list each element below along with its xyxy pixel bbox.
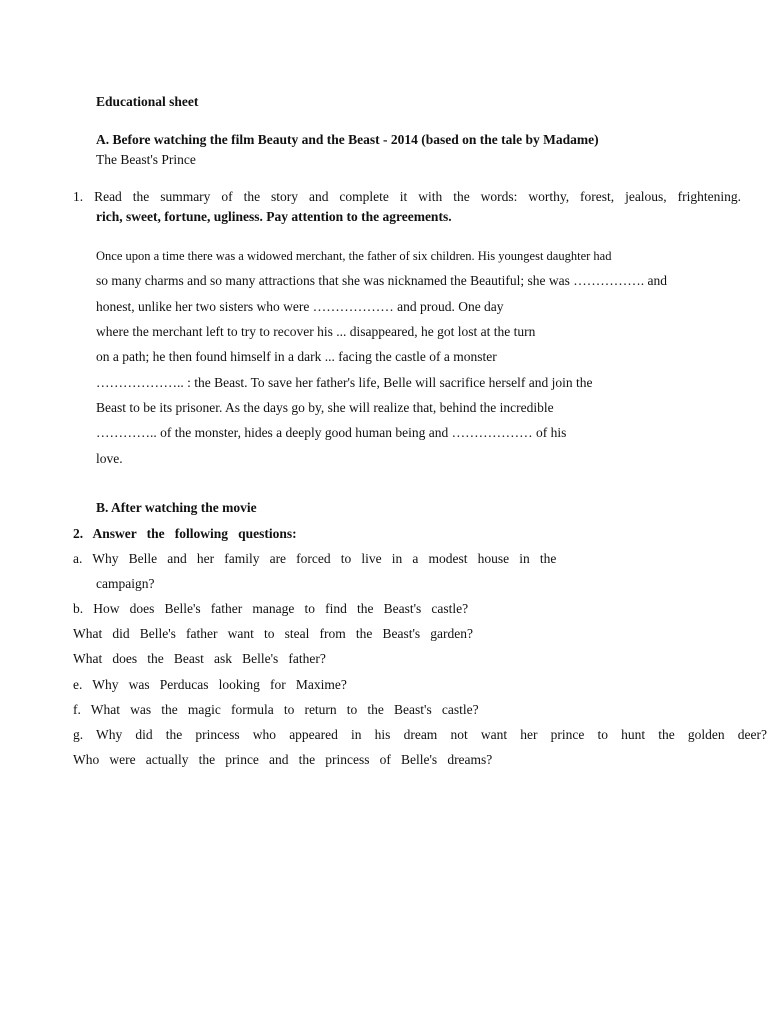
question-b: b. How does Belle's father manage to find the Beast's castle?	[73, 601, 469, 616]
exercise-1-instruction: 1. Read the summary of the story and complete it with the words: worthy, forest, jealous, frightening.	[73, 189, 741, 204]
question-2-heading: 2. Answer the following questions:	[73, 526, 297, 541]
question-e: e. Why was Perducas looking for Maxime?	[73, 677, 347, 692]
section-b-heading: B. After watching the movie	[96, 500, 257, 515]
summary-line: on a path; he then found himself in a dark ... facing the castle of a monster	[96, 349, 497, 364]
summary-line: so many charms and so many attractions that she was nicknamed the Beautiful; she was ……………. and	[96, 273, 667, 288]
question-c: What did Belle's father want to steal from the Beast's garden?	[73, 626, 474, 641]
summary-line: where the merchant left to try to recover his ... disappeared, he got lost at the turn	[96, 324, 536, 339]
summary-line: ………….. of the monster, hides a deeply good human being and ……………… of his	[96, 425, 567, 440]
summary-line: ……………….. : the Beast. To save her father's life, Belle will sacrifice herself and join the	[96, 375, 593, 390]
question-a: a. Why Belle and her family are forced to live in a modest house in the	[73, 551, 557, 566]
section-a-heading: A. Before watching the film Beauty and the Beast - 2014 (based on the tale by Madame)	[96, 132, 599, 147]
question-d: What does the Beast ask Belle's father?	[73, 651, 326, 666]
question-f: f. What was the magic formula to return to the Beast's castle?	[73, 702, 479, 717]
question-a-continued: campaign?	[96, 576, 155, 591]
summary-line: Beast to be its prisoner. As the days go by, she will realize that, behind the incredible	[96, 400, 554, 415]
summary-line: honest, unlike her two sisters who were ……………… and proud. One day	[96, 299, 504, 314]
summary-line: Once upon a time there was a widowed merchant, the father of six children. His youngest daughter had	[96, 249, 612, 263]
exercise-1-instruction-continued: rich, sweet, fortune, ugliness. Pay attention to the agreements.	[96, 209, 452, 224]
section-a-subheading: The Beast's Prince	[96, 152, 196, 167]
question-g: g. Why did the princess who appeared in his dream not want her prince to hunt the golden deer?	[73, 727, 767, 742]
page-title: Educational sheet	[96, 94, 199, 109]
summary-line: love.	[96, 451, 123, 466]
question-h: Who were actually the prince and the princess of Belle's dreams?	[73, 752, 493, 767]
